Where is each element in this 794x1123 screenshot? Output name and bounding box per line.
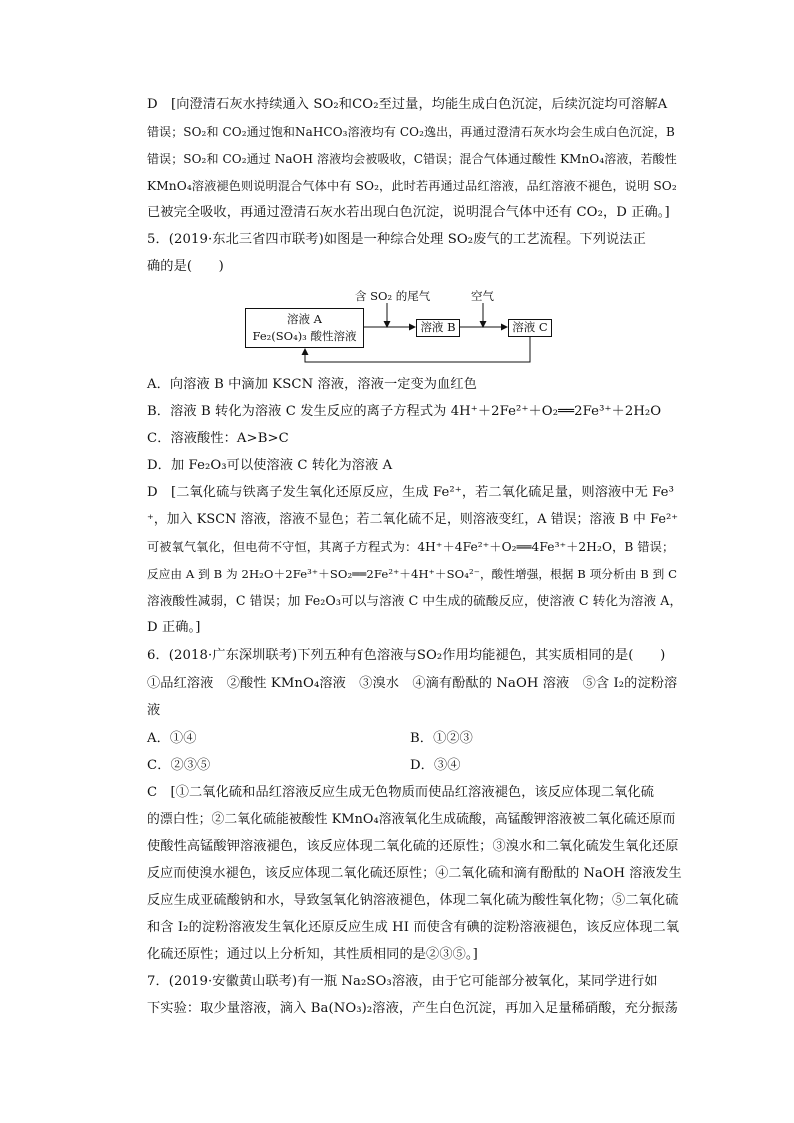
q5-option-d: D．加 Fe₂O₃可以使溶液 C 转化为溶液 A [147, 458, 393, 473]
q6-answer-line-5: 反应生成亚硫酸钠和水，导致氢氧化钠溶液褪色，体现二氧化硫为酸性氧化物；⑤二氧化硫 [147, 893, 679, 908]
q6-answer-line-7: 化硫还原性；通过以上分析知，其性质相同的是②③⑤。] [147, 947, 478, 962]
q5-option-a: A．向溶液 B 中滴加 KSCN 溶液，溶液一定变为血红色 [147, 377, 477, 392]
q7-stem-line-2: 下实验：取少量溶液，滴入 Ba(NO₃)₂溶液，产生白色沉淀，再加入足量稀硝酸，充分振荡 [147, 1001, 678, 1016]
solution-a-name: 溶液 A [287, 312, 322, 326]
q5-answer-line-5: 溶液酸性减弱，C 错误；加 Fe₂O₃可以与溶液 C 中生成的硫酸反应，使溶液 C 转化为溶液 A， [147, 593, 683, 608]
q6-items-line-2: 液 [147, 703, 161, 718]
q5-answer-line-6: D 正确。] [147, 620, 201, 635]
q4-answer-line-2: 错误；SO₂和 CO₂通过饱和NaHCO₃溶液均有 CO₂逸出，再通过澄清石灰水均会生成白色沉淀，B [147, 125, 675, 139]
q5-stem-line-2: 确的是( ) [147, 259, 224, 274]
q4-answer-line-4: KMnO₄溶液褪色则说明混合气体中有 SO₂，此时若再通过品红溶液，品红溶液不褪色，说明 SO₂ [147, 179, 677, 193]
q7-stem-line-1: 7．(2019·安徽黄山联考)有一瓶 Na₂SO₃溶液，由于它可能部分被氧化，某同学进行如 [147, 974, 658, 989]
q6-option-c: C．②③⑤ [147, 758, 211, 773]
q6-items-line-1: ①品红溶液 ②酸性 KMnO₄溶液 ③溴水 ④滴有酚酞的 NaOH 溶液 ⑤含 I₂的淀粉溶 [147, 676, 678, 691]
q6-answer-line-3: 使酸性高锰酸钾溶液褪色，该反应体现二氧化硫的还原性；③溴水和二氧化硫发生氧化还原 [147, 839, 679, 854]
q6-option-b: B．①②③ [410, 731, 473, 746]
q5-answer-line-4: 反应由 A 到 B 为 2H₂O＋2Fe³⁺＋SO₂══2Fe²⁺＋4H⁺＋SO₄²⁻，酸性增强，根据 B 项分析由 B 到 C [147, 567, 678, 581]
q4-answer-line-3: 错误；SO₂和 CO₂通过 NaOH 溶液均会被吸收，C错误；混合气体通过酸性 KMnO₄溶液，若酸性 [147, 152, 677, 166]
q4-answer-line-1: D [向澄清石灰水持续通入 SO₂和CO₂至过量，均能生成白色沉淀，后续沉淀均可溶解A [147, 97, 668, 112]
solution-c-box: 溶液 C [508, 319, 552, 337]
q6-option-d: D．③④ [410, 758, 461, 773]
q5-answer-line-1: D [二氧化硫与铁离子发生氧化还原反应，生成 Fe²⁺，若二氧化硫足量，则溶液中无 Fe³ [147, 485, 674, 500]
q6-answer-line-2: 的漂白性；②二氧化硫能被酸性 KMnO₄溶液氧化生成硫酸，高锰酸钾溶液被二氧化硫还原而 [147, 812, 676, 827]
q5-answer-line-2: ⁺，加入 KSCN 溶液，溶液不显色；若二氧化硫不足，则溶液变红，A 错误；溶液 B 中 Fe²⁺ [147, 512, 679, 527]
q5-stem-line-1: 5．(2019·东北三省四市联考)如图是一种综合处理 SO₂废气的工艺流程。下列说法正 [147, 232, 646, 247]
q4-answer-line-5: 已被完全吸收，再通过澄清石灰水若出现白色沉淀，说明混合气体中还有 CO₂，D 正确。] [147, 205, 670, 220]
q5-answer-line-3: 可被氧气氧化，但电荷不守恒，其离子方程式为：4H⁺＋4Fe²⁺＋O₂══4Fe³⁺＋2H₂O，B 错误； [147, 540, 675, 554]
q6-answer-line-4: 反应而使溴水褪色，该反应体现二氧化硫还原性；④二氧化硫和滴有酚酞的 NaOH 溶液发生 [147, 866, 682, 881]
q6-stem: 6．(2018·广东深圳联考)下列五种有色溶液与SO₂作用均能褪色，其实质相同的是( ) [147, 648, 666, 663]
q6-option-a: A．①④ [147, 731, 197, 746]
q5-option-c: C．溶液酸性：A>B>C [147, 431, 289, 446]
air-label: 空气 [471, 289, 494, 303]
solution-a-box [245, 308, 364, 348]
solution-b-box: 溶液 B [416, 319, 460, 337]
q6-answer-line-6: 和含 I₂的淀粉溶液发生氧化还原反应生成 HI 而使含有碘的淀粉溶液褪色，该反应体现二氧 [147, 920, 680, 935]
solution-a-desc: Fe₂(SO₄)₃ 酸性溶液 [252, 329, 357, 343]
q6-answer-line-1: C [①二氧化硫和品红溶液反应生成无色物质而使品红溶液褪色，该反应体现二氧化硫 [147, 785, 655, 800]
tail-gas-label: 含 SO₂ 的尾气 [355, 289, 431, 303]
process-flow-diagram [245, 287, 555, 369]
q5-option-b: B．溶液 B 转化为溶液 C 发生反应的离子方程式为 4H⁺＋2Fe²⁺＋O₂══2Fe³⁺＋2H₂O [147, 404, 662, 419]
